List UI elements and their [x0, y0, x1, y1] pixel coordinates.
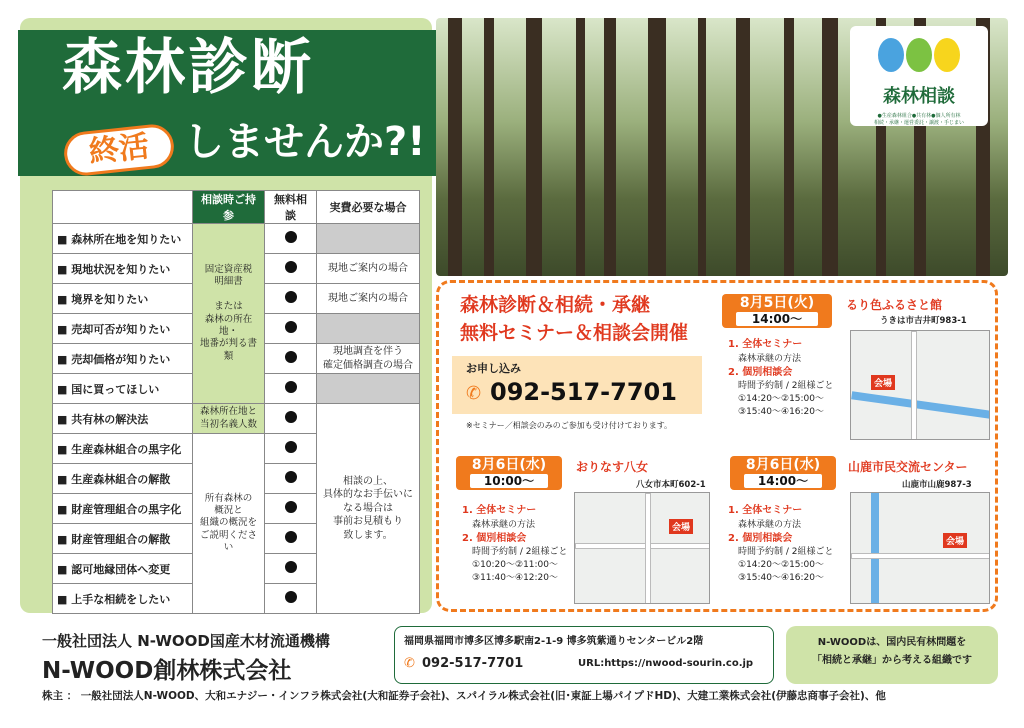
- free-mark: [265, 464, 317, 494]
- org-message-line2: 「相続と承継」から考える組織です: [812, 655, 972, 666]
- free-mark: [265, 254, 317, 284]
- free-mark: [265, 524, 317, 554]
- phone-icon: ✆: [466, 383, 482, 404]
- event2-date-text: 8月6日(水): [471, 457, 547, 473]
- event2-p2: 2. 個別相談会: [462, 532, 527, 544]
- event2-addr: 八女市本町602-1: [636, 480, 706, 490]
- doc-required-1: 固定資産税 明細書 または 森林の所在地・ 地番が判る書類: [193, 224, 265, 404]
- event2-p1s: 森林承継の方法: [472, 519, 536, 530]
- header-fee: 実費必要な場合: [317, 191, 420, 224]
- event3-slots2: ③15:40〜④16:20〜: [738, 573, 825, 584]
- header-free: 無料相談: [265, 191, 317, 224]
- main-title: 森林診断: [62, 33, 314, 103]
- check-dot-icon: [285, 351, 297, 363]
- tree-green-icon: [906, 38, 932, 72]
- fee-note: 現地調査を伴う 確定価格調査の場合: [317, 344, 420, 374]
- seminar-note: ※セミナー／相談会のみのご参加も受け付けております。: [466, 421, 673, 430]
- check-dot-icon: [285, 321, 297, 333]
- fee-note: [317, 374, 420, 404]
- event3-date-text: 8月6日(水): [745, 457, 821, 473]
- check-dot-icon: [285, 231, 297, 243]
- fee-bignote: 相談の上、 具体的なお手伝いに なる場合は 事前お見積もり 致します。: [317, 404, 420, 614]
- event3-addr: 山鹿市山鹿987-3: [902, 480, 972, 490]
- check-dot-icon: [285, 471, 297, 483]
- event3-map: [850, 492, 990, 604]
- event3-map-tag: 会場: [943, 533, 967, 548]
- event3-venue: 山鹿市民交流センター: [848, 460, 968, 474]
- check-dot-icon: [285, 591, 297, 603]
- org-message: [786, 626, 998, 684]
- row-item: ■ 認可地縁団体へ変更: [53, 554, 193, 584]
- event1-p1s: 森林承継の方法: [738, 353, 802, 364]
- tree-yellow-icon: [934, 38, 960, 72]
- table-row: [53, 404, 420, 434]
- doc-required-3: 所有森林の 概況と 組織の概況を ご説明ください: [193, 434, 265, 614]
- shareholders: 株主 ： 一般社団法人N-WOOD、大和エナジー・インフラ株式会社(大和証券子会社)、スパイラル株式会社(旧･東証上場パイプドHD)、大建工業株式会社(伊藤忠商事子会社)、他: [42, 690, 886, 702]
- event3-time: 14:00〜: [744, 474, 822, 488]
- consult-table: [52, 190, 420, 614]
- event3-p1: 1. 全体セミナー: [728, 505, 803, 516]
- header-bring: 相談時ご持参: [193, 191, 265, 224]
- free-mark: [265, 374, 317, 404]
- event2-slots1: ①10:20〜②11:00〜: [472, 560, 559, 571]
- row-item: ■ 生産森林組合の解散: [53, 464, 193, 494]
- row-item: ■ 生産森林組合の黒字化: [53, 434, 193, 464]
- footer-address: 福岡県福岡市博多区博多駅南2-1-9 博多筑紫通りセンタービル2階: [404, 636, 704, 647]
- check-dot-icon: [285, 411, 297, 423]
- event2-time: 10:00〜: [470, 474, 548, 488]
- free-mark: [265, 494, 317, 524]
- row-item: ■ 財産管理組合の解散: [53, 524, 193, 554]
- org-message-line1: N-WOODは、国内民有林問題を: [817, 637, 967, 648]
- footer-phone-icon: ✆: [404, 656, 415, 671]
- check-dot-icon: [285, 501, 297, 513]
- event2-map: [574, 492, 710, 604]
- row-item: ■ 森林所在地を知りたい: [53, 224, 193, 254]
- row-item: ■ 国に買ってほしい: [53, 374, 193, 404]
- event2-program: [462, 504, 567, 585]
- event1-date-text: 8月5日(火): [739, 295, 815, 311]
- tree-blue-icon: [878, 38, 904, 72]
- check-dot-icon: [285, 561, 297, 573]
- event1-map: [850, 330, 990, 440]
- event1-time: 14:00〜: [736, 312, 818, 326]
- footer-url[interactable]: URL:https://nwood-sourin.co.jp: [578, 658, 754, 669]
- table-row: [53, 224, 420, 254]
- check-dot-icon: [285, 531, 297, 543]
- event1-p1: 1. 全体セミナー: [728, 339, 803, 350]
- event3-slots1: ①14:20〜②15:00〜: [738, 560, 825, 571]
- fee-note: [317, 224, 420, 254]
- fee-note: 現地ご案内の場合: [317, 254, 420, 284]
- row-item: ■ 財産管理組合の黒字化: [53, 494, 193, 524]
- event2-slots2: ③11:40〜④12:20〜: [472, 573, 559, 584]
- event1-addr: うきは市吉井町983-1: [880, 316, 967, 326]
- event3-p2s: 時間予約制 / 2組様ごと: [738, 547, 834, 558]
- org-association: 一般社団法人 N-WOOD国産木材流通機構: [42, 632, 330, 650]
- event1-p2s: 時間予約制 / 2組様ごと: [738, 381, 834, 392]
- event3-date: [730, 456, 836, 490]
- event1-map-tag: 会場: [871, 375, 895, 390]
- row-item: ■ 上手な相続をしたい: [53, 584, 193, 614]
- logo-caption: ●生産森林組合●共有林●個人所有林 相続・承継・運営委託・譲渡・手じまい: [873, 113, 964, 126]
- row-item: ■ 売却価格が知りたい: [53, 344, 193, 374]
- fee-note: 現地ご案内の場合: [317, 284, 420, 314]
- apply-phone[interactable]: 092-517-7701: [490, 378, 677, 406]
- org-company: N-WOOD創林株式会社: [42, 658, 292, 684]
- free-mark: [265, 434, 317, 464]
- logo-text: 森林相談: [883, 86, 955, 107]
- title-badge-text: 終活: [87, 128, 151, 171]
- event3-p2: 2. 個別相談会: [728, 532, 793, 544]
- free-mark: [265, 344, 317, 374]
- apply-label: お申し込み: [466, 362, 521, 375]
- row-item: ■ 共有林の解決法: [53, 404, 193, 434]
- forest-consult-logo: [850, 26, 988, 126]
- event2-p2s: 時間予約制 / 2組様ごと: [472, 547, 568, 558]
- check-dot-icon: [285, 381, 297, 393]
- event3-program: [728, 504, 833, 585]
- subtitle: しませんか?!: [184, 119, 426, 165]
- seminar-title: [460, 292, 688, 347]
- free-mark: [265, 404, 317, 434]
- row-item: ■ 境界を知りたい: [53, 284, 193, 314]
- event2-map-tag: 会場: [669, 519, 693, 534]
- row-item: ■ 現地状況を知りたい: [53, 254, 193, 284]
- check-dot-icon: [285, 291, 297, 303]
- event2-date: [456, 456, 562, 490]
- check-dot-icon: [285, 441, 297, 453]
- free-mark: [265, 584, 317, 614]
- check-dot-icon: [285, 261, 297, 273]
- event1-slots1: ①14:20〜②15:00〜: [738, 394, 825, 405]
- event1-slots2: ③15:40〜④16:20〜: [738, 407, 825, 418]
- free-mark: [265, 224, 317, 254]
- free-mark: [265, 314, 317, 344]
- table-corner: [53, 191, 193, 224]
- doc-required-2: 森林所在地と 当初名義人数: [193, 404, 265, 434]
- seminar-title-line1: 森林診断＆相続・承継: [460, 294, 651, 316]
- event3-p1s: 森林承継の方法: [738, 519, 802, 530]
- event1-venue: るり色ふるさと館: [846, 298, 943, 312]
- event1-p2: 2. 個別相談会: [728, 366, 793, 378]
- event2-p1: 1. 全体セミナー: [462, 505, 537, 516]
- event1-program: [728, 338, 833, 419]
- event2-venue: おりなす八女: [576, 460, 649, 474]
- free-mark: [265, 284, 317, 314]
- fee-note: [317, 314, 420, 344]
- row-item: ■ 売却可否が知りたい: [53, 314, 193, 344]
- free-mark: [265, 554, 317, 584]
- footer-phone[interactable]: 092-517-7701: [422, 656, 524, 671]
- event1-date: [722, 294, 832, 328]
- seminar-title-line2: 無料セミナー＆相談会開催: [460, 321, 689, 344]
